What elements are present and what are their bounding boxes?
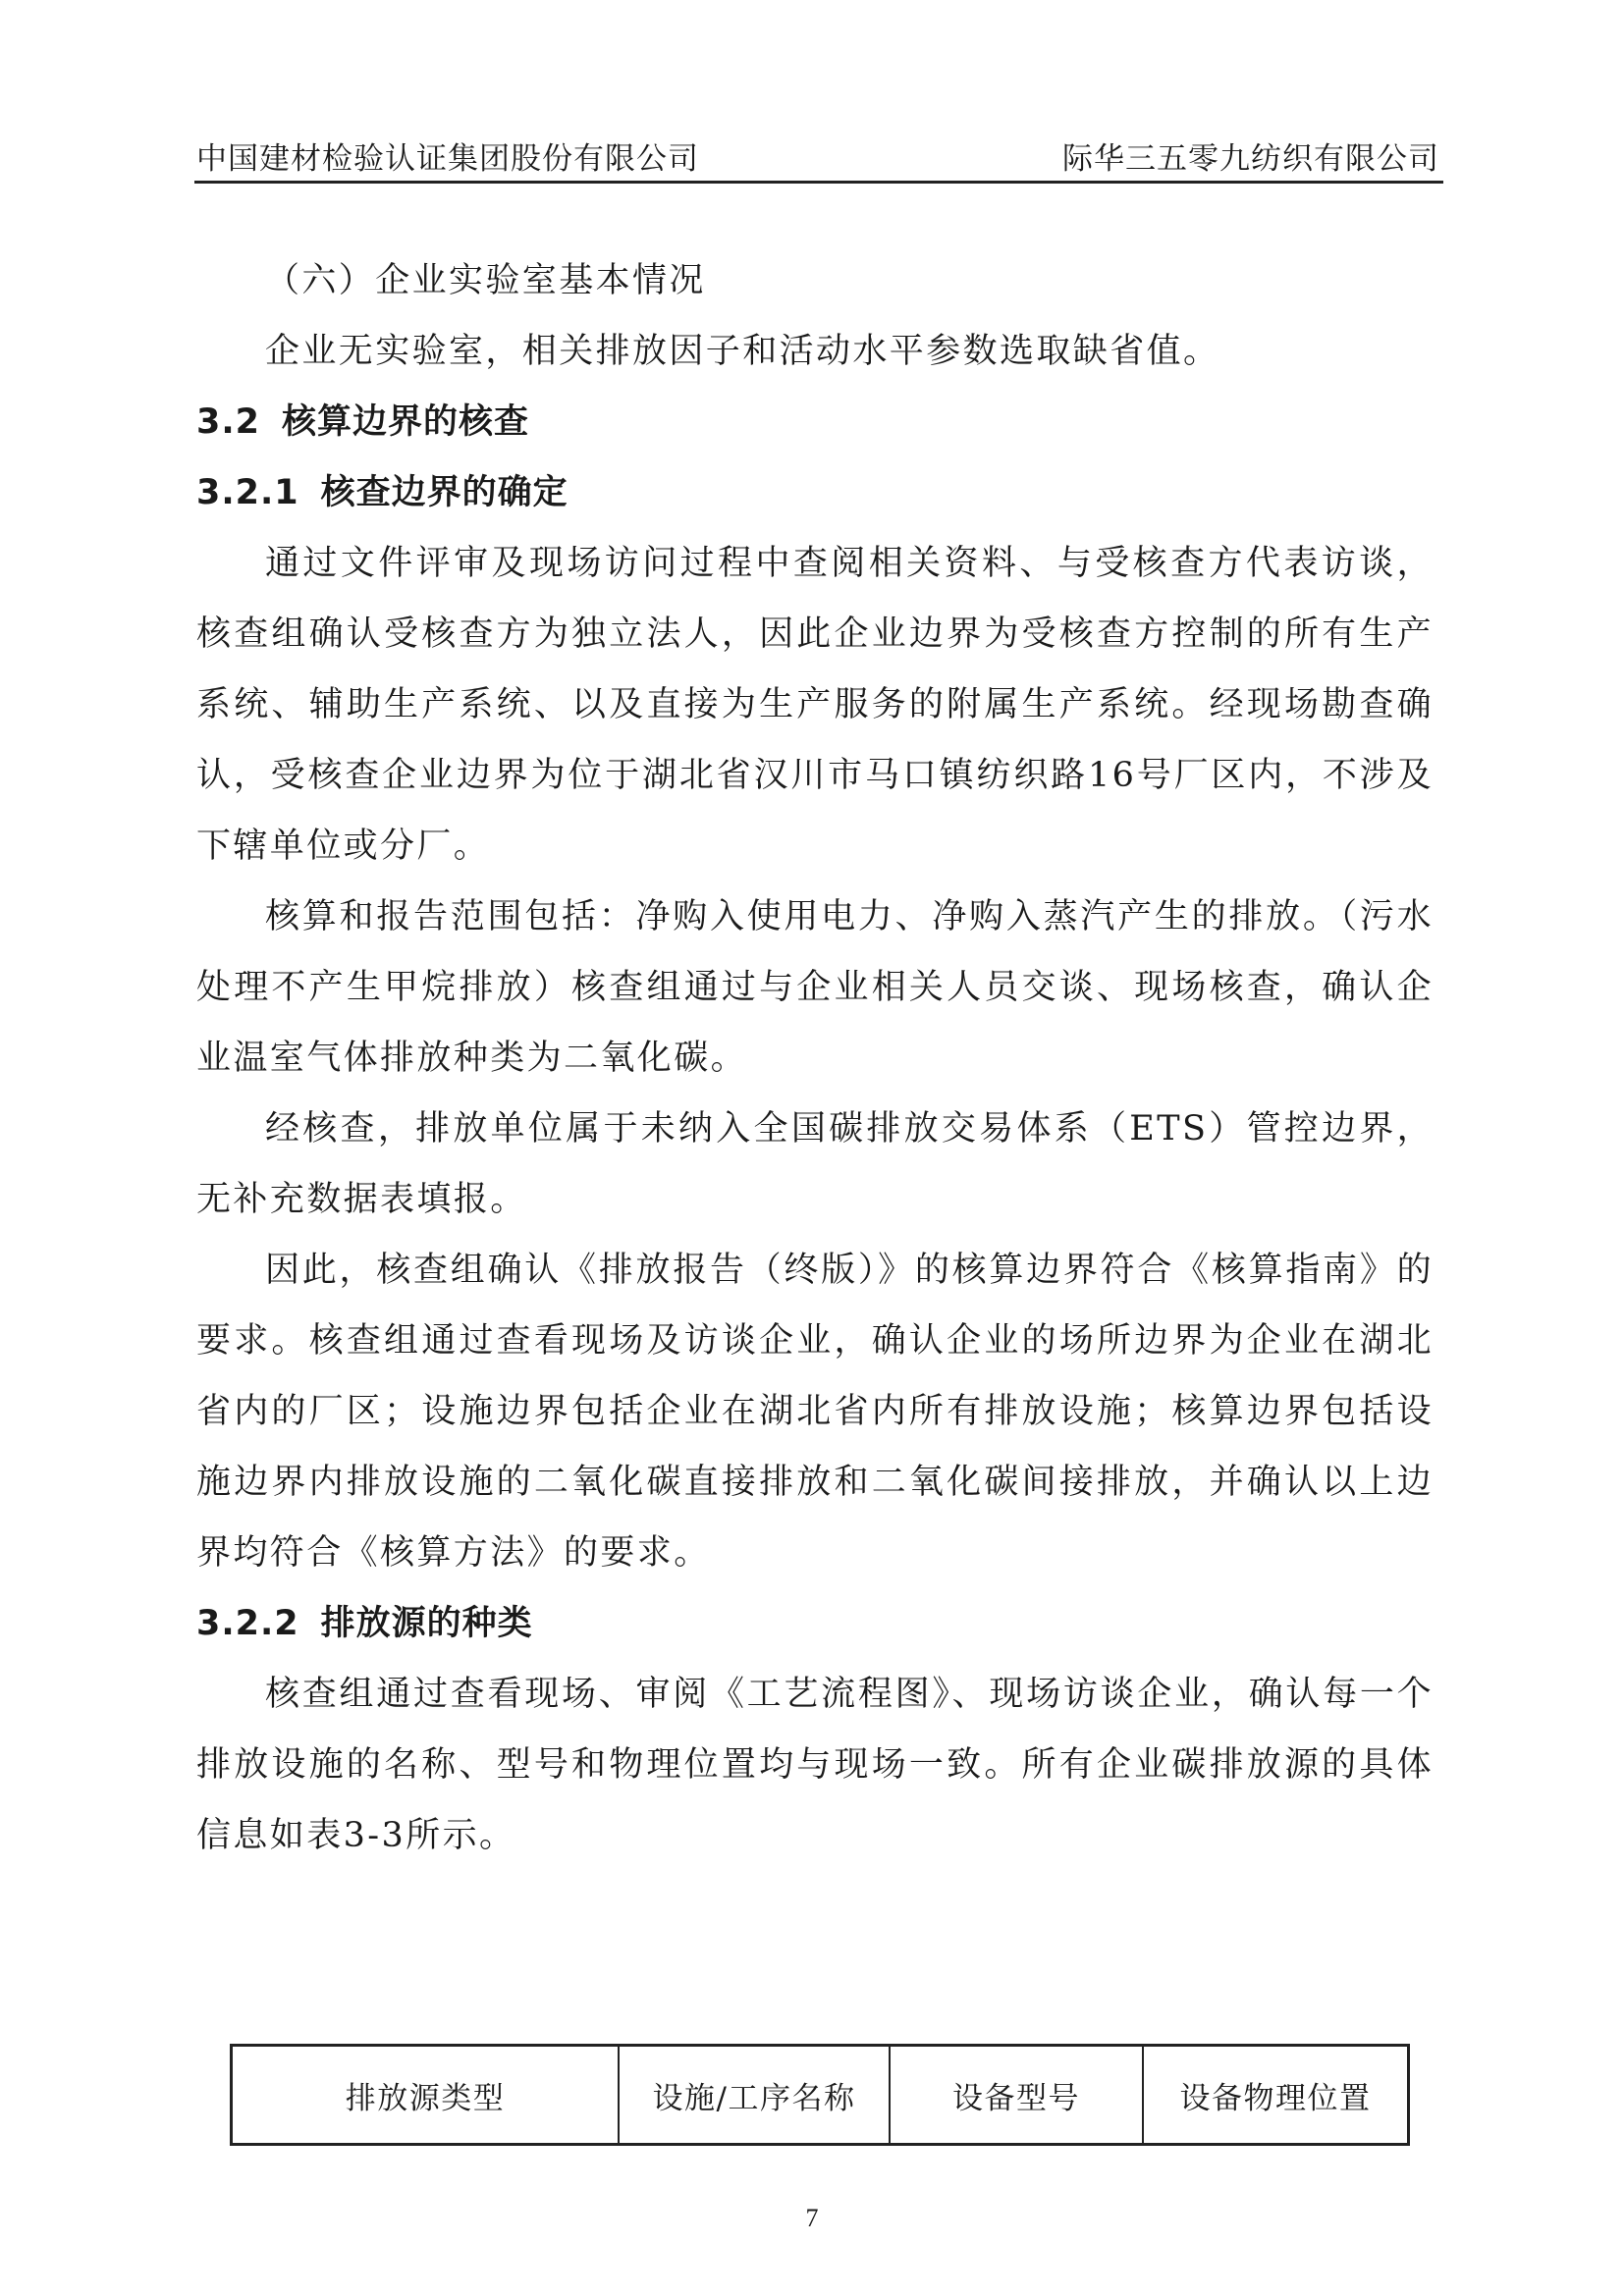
heading-3-2-text: 核算边界的核查 — [282, 402, 530, 442]
page-number: 7 — [805, 2204, 819, 2232]
heading-3-2-1-number: 3.2.1 — [196, 473, 299, 512]
header-left-org: 中国建材检验认证集团股份有限公司 — [196, 141, 699, 177]
lab-section-title: （六）企业实验室基本情况 — [265, 261, 706, 300]
table-header-facility-name: 设施/工序名称 — [620, 2047, 891, 2143]
document-body — [196, 245, 1434, 1871]
heading-3-2-2-text: 排放源的种类 — [320, 1604, 533, 1643]
heading-3-2-2-number: 3.2.2 — [196, 1604, 299, 1643]
lab-section-body: 企业无实验室，相关排放因子和活动水平参数选取缺省值。 — [265, 332, 1220, 371]
heading-3-2-1-text: 核查边界的确定 — [320, 473, 568, 512]
boundary-paragraph-4: 因此，核查组确认《排放报告（终版）》的核算边界符合《核算指南》的要求。核查组通过查看现场及访谈企业，确认企业的场所边界为企业在湖北省内的厂区；设施边界包括企业在湖北省内所有排放设施；核算边界包括设施边界内排放设施的二氧化碳直接排放和二氧化碳间接排放，并确认以上边界均符合《核算方法》的要求。 — [196, 1251, 1434, 1573]
page-header — [194, 130, 1443, 177]
boundary-paragraph-2: 核算和报告范围包括：净购入使用电力、净购入蒸汽产生的排放。（污水处理不产生甲烷排放）核查组通过与企业相关人员交谈、现场核查，确认企业温室气体排放种类为二氧化碳。 — [196, 897, 1434, 1078]
boundary-paragraph-3: 经核查，排放单位属于未纳入全国碳排放交易体系（ETS）管控边界，无补充数据表填报。 — [196, 1109, 1434, 1219]
heading-3-2-1 — [196, 457, 1434, 528]
heading-3-2-number: 3.2 — [196, 402, 261, 442]
heading-3-2-2 — [196, 1588, 1434, 1659]
table-header-equipment-model: 设备型号 — [891, 2047, 1144, 2143]
header-right-org: 际华三五零九纺织有限公司 — [1062, 141, 1439, 177]
sources-paragraph: 核查组通过查看现场、审阅《工艺流程图》、现场访谈企业，确认每一个排放设施的名称、型号和物理位置均与现场一致。所有企业碳排放源的具体信息如表3-3所示。 — [196, 1675, 1434, 1855]
table-header-physical-location: 设备物理位置 — [1179, 2080, 1372, 2116]
boundary-paragraph-1: 通过文件评审及现场访问过程中查阅相关资料、与受核查方代表访谈，核查组确认受核查方为独立法人，因此企业边界为受核查方控制的所有生产系统、辅助生产系统、以及直接为生产服务的附属生产系统。经现场勘查确认，受核查企业边界为位于湖北省汉川市马口镇纺织路16号厂区内，不涉及下辖单位或分厂。 — [196, 544, 1434, 866]
emission-sources-table — [230, 2044, 1410, 2146]
table-header-source-type: 排放源类型 — [233, 2047, 620, 2143]
header-rule — [194, 181, 1443, 184]
heading-3-2 — [196, 387, 1434, 457]
